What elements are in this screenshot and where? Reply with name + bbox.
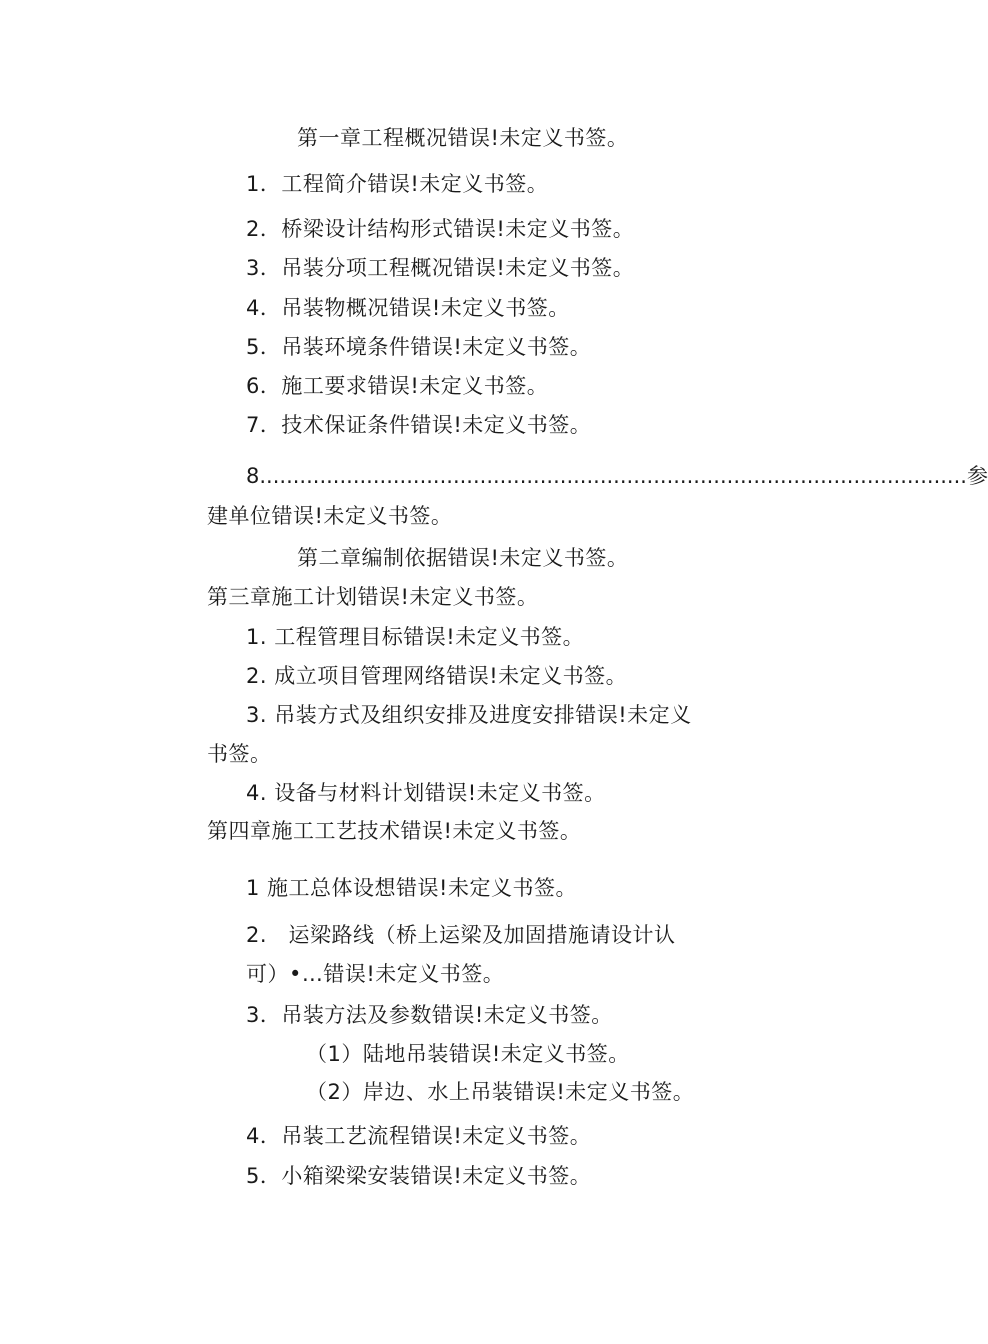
- toc-ch1-item-3[interactable]: 3．吊装分项工程概况错误!未定义书签。: [246, 256, 635, 280]
- toc-ch1-item-5[interactable]: 5．吊装环境条件错误!未定义书签。: [246, 335, 592, 359]
- toc-chapter-2[interactable]: 第二章编制依据错误!未定义书签。: [297, 546, 629, 570]
- toc-chapter-4[interactable]: 第四章施工工艺技术错误!未定义书签。: [207, 819, 582, 843]
- toc-ch3-item-3-continued[interactable]: 书签。: [207, 742, 272, 766]
- toc-ch3-item-3[interactable]: 3. 吊装方式及组织安排及进度安排错误!未定义: [246, 703, 692, 727]
- toc-ch1-item-4[interactable]: 4．吊装物概况错误!未定义书签。: [246, 296, 570, 320]
- toc-ch4-item-5[interactable]: 5．小箱梁梁安装错误!未定义书签。: [246, 1164, 592, 1188]
- toc-ch4-item-2[interactable]: 2. 运梁路线（桥上运梁及加固措施请设计认: [246, 923, 676, 947]
- toc-ch1-item-2[interactable]: 2．桥梁设计结构形式错误!未定义书签。: [246, 217, 635, 241]
- toc-ch3-item-2[interactable]: 2. 成立项目管理网络错误!未定义书签。: [246, 664, 628, 688]
- toc-ch1-item-7[interactable]: 7．技术保证条件错误!未定义书签。: [246, 413, 592, 437]
- toc-ch3-item-4[interactable]: 4. 设备与材料计划错误!未定义书签。: [246, 781, 606, 805]
- toc-chapter-3[interactable]: 第三章施工计划错误!未定义书签。: [207, 585, 539, 609]
- toc-ch1-item-8[interactable]: [246, 462, 988, 490]
- toc-ch3-item-1[interactable]: 1. 工程管理目标错误!未定义书签。: [246, 625, 585, 649]
- toc-leader-dots: ..........................................................................................................: [259, 464, 967, 488]
- toc-ch1-item-6[interactable]: 6．施工要求错误!未定义书签。: [246, 374, 549, 398]
- toc-ch4-item-3[interactable]: 3．吊装方法及参数错误!未定义书签。: [246, 1003, 613, 1027]
- toc-item-text-start: 参: [966, 464, 988, 488]
- toc-item-number: 8: [246, 464, 260, 488]
- toc-ch1-item-1[interactable]: 1．工程简介错误!未定义书签。: [246, 172, 549, 196]
- toc-ch4-subitem-2[interactable]: （2）岸边、水上吊装错误!未定义书签。: [306, 1080, 695, 1104]
- toc-ch4-item-1[interactable]: 1 施工总体设想错误!未定义书签。: [246, 876, 577, 900]
- toc-ch4-item-2-continued[interactable]: 可）•…错误!未定义书签。: [246, 962, 505, 986]
- toc-ch1-item-8-continued[interactable]: 建单位错误!未定义书签。: [207, 504, 453, 528]
- toc-ch4-item-4[interactable]: 4．吊装工艺流程错误!未定义书签。: [246, 1124, 592, 1148]
- toc-chapter-1[interactable]: 第一章工程概况错误!未定义书签。: [297, 126, 629, 150]
- toc-ch4-subitem-1[interactable]: （1）陆地吊装错误!未定义书签。: [306, 1042, 630, 1066]
